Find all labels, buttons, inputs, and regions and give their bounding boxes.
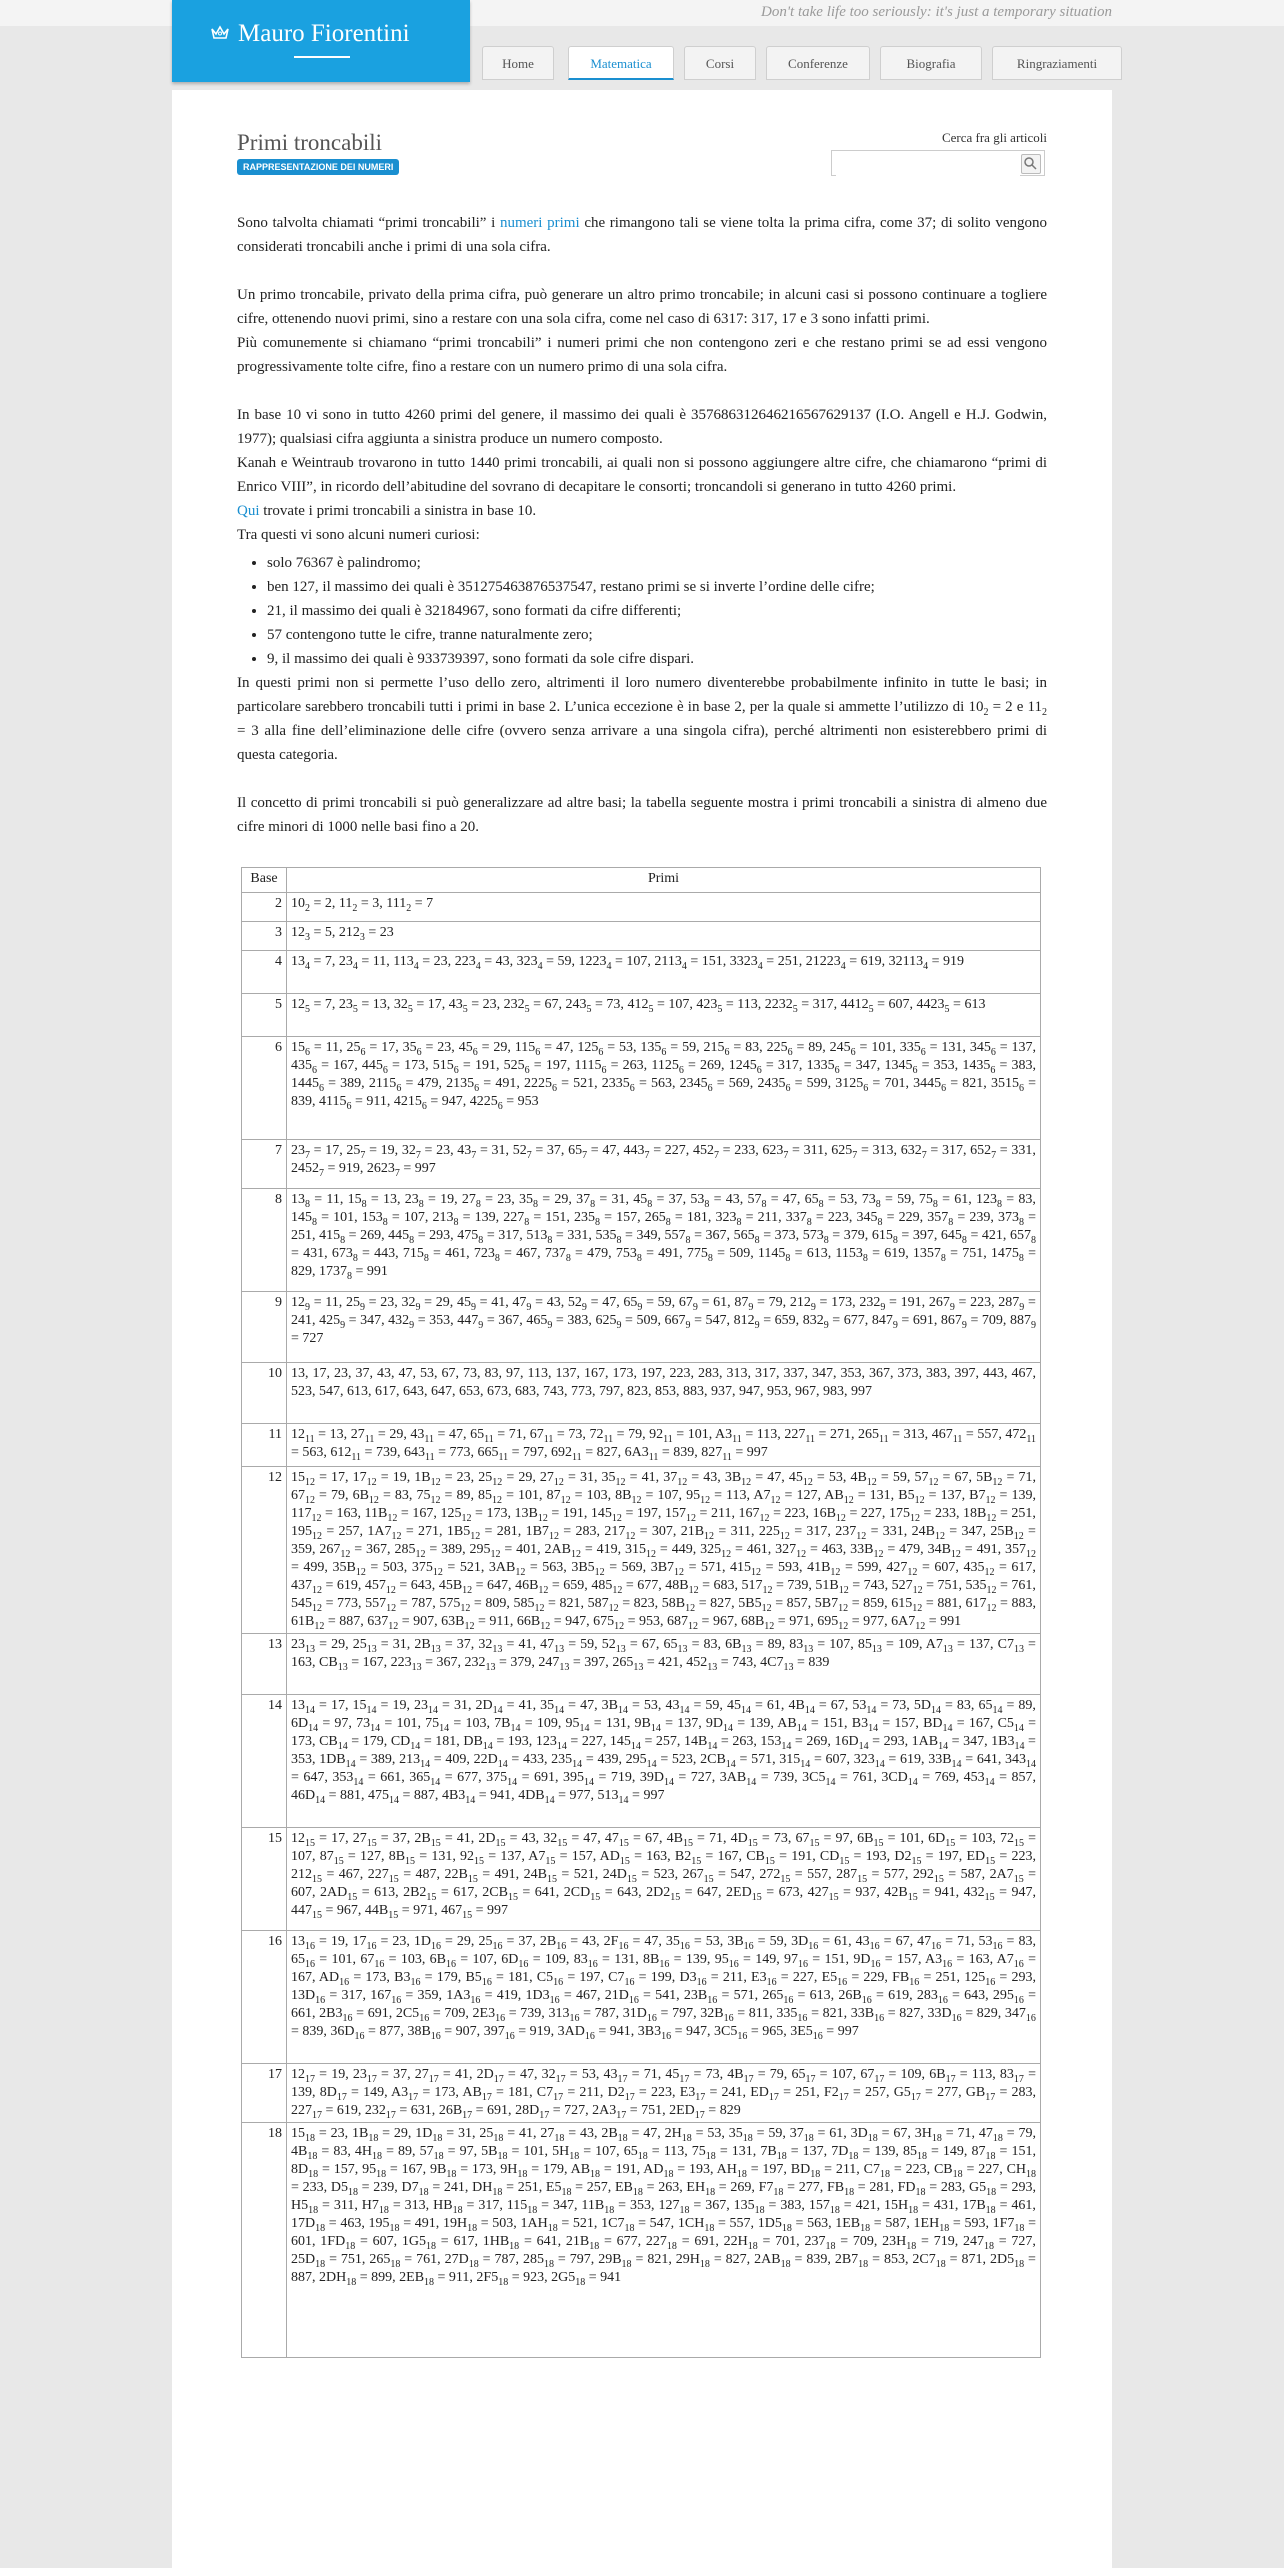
primes-table bbox=[241, 867, 1041, 2358]
table-row bbox=[242, 1363, 1041, 1424]
primes-cell: $15_6 = 11$, $25_6 = 17$, $35_6 = 23$, $45_6 = 29$, $115_6 = 47$, $125_6 = 53$, $135_6 = 59$, $215_6 = 83$, $225_6 = 89$, $245_6 = 101$, $335_6 = 131$, $345_6 = 137$, $435_6 = 167$, $445_6 = 173$, $515_6 = 191$, $525_6 = 197$, $1115_6 = 263$, $1125_6 = 269$, $1245_6 = 317$, $1335_6 = 347$, $1345_6 = 353$, $1435_6 = 383$, $1445_6 = 389$, $2115_6 = 479$, $2135_6 = 491$, $2225_6 = 521$, $2335_6 = 563$, $2345_6 = 569$, $2435_6 = 599$, $3125_6 = 701$, $3445_6 = 821$, $3515_6 = 839$, $4115_6 = 911$, $4215_6 = 947$, $4225_6 = 953$ bbox=[287, 1037, 1041, 1140]
table-row bbox=[242, 1695, 1041, 1828]
table-row bbox=[242, 1828, 1041, 1931]
base-cell: 6 bbox=[242, 1037, 287, 1140]
nav-ringraziamenti[interactable]: Ringraziamenti bbox=[992, 46, 1122, 80]
paragraph: Più comunemente si chiamano “primi troncabili” i numeri primi che non contengono zeri e che restano primi se ad essi vengono progressivamente tolte cifre, fino a restare con un numero primo di una sola cifra. bbox=[237, 335, 1047, 375]
article bbox=[237, 130, 1047, 2358]
paragraph: Un primo troncabile, privato della prima cifra, può generare un altro primo troncabile; in alcuni casi si possono continuare a togliere cifre, ottenendo nuovi primi, sino a restare con una sola cifra, come nel caso di 6317: 317, 17 e 3 sono infatti primi. bbox=[237, 287, 1047, 327]
page-title: Primi troncabili bbox=[237, 130, 383, 155]
table-row bbox=[242, 1424, 1041, 1467]
paragraph: In base 10 vi sono in tutto 4260 primi del genere, il massimo dei quali è 357686312646216567629137 (I.O. Angell e H.J. Godwin, 1977); qualsiasi cifra aggiunta a sinistra produce un numero composto. bbox=[237, 407, 1047, 447]
text: trovate i primi troncabili a sinistra in base 10. bbox=[259, 503, 537, 519]
table-row bbox=[242, 1037, 1041, 1140]
nav-corsi[interactable]: Corsi bbox=[684, 46, 756, 80]
table-row bbox=[242, 2064, 1041, 2123]
search-input[interactable] bbox=[836, 152, 1020, 176]
column-header-base: Base bbox=[242, 868, 287, 893]
base-cell: 2 bbox=[242, 893, 287, 922]
table-row bbox=[242, 1634, 1041, 1695]
search-label: Cerca fra gli articoli bbox=[941, 130, 1047, 145]
text: Sono talvolta chiamati “primi troncabili” i bbox=[237, 215, 500, 231]
text: = 2 e 11 bbox=[988, 699, 1043, 715]
search-box bbox=[831, 150, 1045, 176]
base-cell: 4 bbox=[242, 951, 287, 994]
base-cell: 14 bbox=[242, 1695, 287, 1828]
base-cell: 16 bbox=[242, 1931, 287, 2064]
facts-list bbox=[237, 551, 1047, 671]
base-cell: 18 bbox=[242, 2123, 287, 2358]
table-row bbox=[242, 951, 1041, 994]
nav-matematica[interactable]: Matematica bbox=[568, 46, 674, 80]
subscript: 2 bbox=[1042, 707, 1048, 718]
table-row bbox=[242, 2123, 1041, 2358]
base-cell: 10 bbox=[242, 1363, 287, 1424]
site-name: Mauro Fiorentini bbox=[238, 20, 410, 47]
content-page bbox=[172, 90, 1112, 2568]
paragraph bbox=[237, 211, 1047, 259]
base-cell: 17 bbox=[242, 2064, 287, 2123]
primes-cell: 1217 = 19, 2317 = 37, 2717 = 41, 2D17 = 47, 3217 = 53, 4317 = 71, 4517 = 73, 4B17 = 79, 6517 = 107, 6717 = 109, 6B17 = 113, 8317 = 139, 8D17 = 149, A317 = 173, AB17 = 181, C717 = 211, D217 = 223, E317 = 241, ED17 = 251, F217 = 257, G517 = 277, GB17 = 283, 22717 = 619, 23217 = 631, 26B17 = 691, 28D17 = 727, 2A317 = 751, 2ED17 = 829 bbox=[287, 2064, 1041, 2123]
primes-cell: $13_{14} = 17$, $15_{14} = 19$, $23_{14} = 31$, $2D_{14} = 41$, $35_{14} = 47$, $3B_{14} = 53$, $43_{14} = 59$, $45_{14} = 61$, $4B_{14} = 67$, $53_{14} = 73$, $5D_{14} = 83$, $65_{14} = 89$, $6D_{14} = 97$, $73_{14} = 101$, $75_{14} = 103$, $7B_{14} = 109$, $95_{14} = 131$, $9B_{14} = 137$, $9D_{14} = 139$, $AB_{14} = 151$, $B3_{14} = 157$, $BD_{14} = 167$, $C5_{14} = 173$, $CB_{14} = 179$, $CD_{14} = 181$, $DB_{14} = 193$, $123_{14} = 227$, $145_{14} = 257$, $14B_{14} = 263$, $153_{14} = 269$, $16D_{14} = 293$, $1AB_{14} = 347$, $1B3_{14} = 353$, $1DB_{14} = 389$, $213_{14} = 409$, $22D_{14} = 433$, $235_{14} = 439$, $295_{14} = 523$, $2CB_{14} = 571$, $315_{14} = 607$, $323_{14} = 619$, $33B_{14} = 641$, $343_{14} = 647$, $353_{14} = 661$, $365_{14} = 677$, $375_{14} = 691$, $395_{14} = 719$, $39D_{14} = 727$, $3AB_{14} = 739$, $3C5_{14} = 761$, $3CD_{14} = 769$, $453_{14} = 857$, $46D_{14} = 881$, $475_{14} = 887$, $4B3_{14} = 941$, $4DB_{14} = 977$, $513_{14} = 997$ bbox=[287, 1695, 1041, 1828]
paragraph bbox=[237, 671, 1047, 767]
base-cell: 12 bbox=[242, 1467, 287, 1634]
list-item: • 21, il massimo dei quali è 32184967, sono formati da cifre differenti; bbox=[267, 599, 1047, 623]
base-cell: 9 bbox=[242, 1292, 287, 1363]
primes-cell: $15_{12} = 17$, $17_{12} = 19$, $1B_{12} = 23$, $25_{12} = 29$, $27_{12} = 31$, $35_{12} = 41$, $37_{12} = 43$, $3B_{12} = 47$, $45_{12} = 53$, $4B_{12} = 59$, $57_{12} = 67$, $5B_{12} = 71$, $67_{12} = 79$, $6B_{12} = 83$, $75_{12} = 89$, $85_{12} = 101$, $87_{12} = 103$, $8B_{12} = 107$, $95_{12} = 113$, $A7_{12} = 127$, $AB_{12} = 131$, $B5_{12} = 137$, $B7_{12} = 139$, $117_{12} = 163$, $11B_{12} = 167$, $125_{12} = 173$, $13B_{12} = 191$, $145_{12} = 197$, $157_{12} = 211$, $167_{12} = 223$, $16B_{12} = 227$, $175_{12} = 233$, $18B_{12} = 251$, $195_{12} = 257$, $1A7_{12} = 271$, $1B5_{12} = 281$, $1B7_{12} = 283$, $217_{12} = 307$, $21B_{12} = 311$, $225_{12} = 317$, $237_{12} = 331$, $24B_{12} = 347$, $25B_{12} = 359$, $267_{12} = 367$, $285_{12} = 389$, $295_{12} = 401$, $2AB_{12} = 419$, $315_{12} = 449$, $325_{12} = 461$, $327_{12} = 463$, $33B_{12} = 479$, $34B_{12} = 491$, $357_{12} = 499$, $35B_{12} = 503$, $375_{12} = 521$, $3AB_{12} = 563$, $3B5_{12} = 569$, $3B7_{12} = 571$, $415_{12} = 593$, $41B_{12} = 599$, $427_{12} = 607$, $435_{12} = 617$, $437_{12} = 619$, $457_{12} = 643$, $45B_{12} = 647$, $46B_{12} = 659$, $485_{12} = 677$, $48B_{12} = 683$, $517_{12} = 739$, $51B_{12} = 743$, $527_{12} = 751$, $535_{12} = 761$, $545_{12} = 773$, $557_{12} = 787$, $575_{12} = 809$, $585_{12} = 821$, $587_{12} = 823$, $58B_{12} = 827$, $5B5_{12} = 857$, $5B7_{12} = 859$, $615_{12} = 881$, $617_{12} = 883$, $61B_{12} = 887$, $637_{12} = 907$, $63B_{12} = 911$, $66B_{12} = 947$, $675_{12} = 953$, $687_{12} = 967$, $68B_{12} = 971$, $695_{12} = 977$, $6A7_{12} = 991$ bbox=[287, 1467, 1041, 1634]
text: = 3 alla fine dell’eliminazione delle cifre (ovvero senza arrivare a una singola cifra), perché altrimenti non esisterebbero primi di questa categoria. bbox=[237, 723, 1047, 763]
tagline: Don't take life too seriously: it's just a temporary situation bbox=[761, 4, 1112, 20]
base-cell: 8 bbox=[242, 1189, 287, 1292]
base-cell: 7 bbox=[242, 1140, 287, 1189]
primes-cell: $12_3 = 5$, $212_3 = 23$ bbox=[287, 922, 1041, 951]
primes-cell: $12_5 = 7$, $23_5 = 13$, $32_5 = 17$, $43_5 = 23$, $232_5 = 67$, $243_5 = 73$, $412_5 = 107$, $423_5 = 113$, $2232_5 = 317$, $4412_5 = 607$, $4423_5 = 613$ bbox=[287, 994, 1041, 1037]
table-row bbox=[242, 893, 1041, 922]
primes-cell: $23_{13} = 29$, $25_{13} = 31$, $2B_{13} = 37$, $32_{13} = 41$, $47_{13} = 59$, $52_{13} = 67$, $65_{13} = 83$, $6B_{13} = 89$, $83_{13} = 107$, $85_{13} = 109$, $A7_{13} = 137$, $C7_{13} = 163$, $CB_{13} = 167$, $223_{13} = 367$, $232_{13} = 379$, $247_{13} = 397$, $265_{13} = 421$, $452_{13} = 743$, $4C7_{13} = 839$ bbox=[287, 1634, 1041, 1695]
logo-underline bbox=[294, 56, 350, 58]
list-item: • ben 127, il massimo dei quali è 351275463876537547, restano primi se si inverte l’ordine delle cifre; bbox=[267, 575, 1047, 599]
base-cell: 15 bbox=[242, 1828, 287, 1931]
category-badge[interactable]: RAPPRESENTAZIONE DEI NUMERI bbox=[237, 159, 399, 175]
subscript: 2 bbox=[983, 707, 989, 718]
base-cell: 3 bbox=[242, 922, 287, 951]
list-item: • 57 contengono tutte le cifre, tranne naturalmente zero; bbox=[267, 623, 1047, 647]
list-item: • solo 76367 è palindromo; bbox=[267, 551, 1047, 575]
site-logo[interactable] bbox=[172, 0, 470, 82]
nav-biografia[interactable]: Biografia bbox=[880, 46, 982, 80]
primes-cell: $12_{15} = 17$, $27_{15} = 37$, $2B_{15} = 41$, $2D_{15} = 43$, $32_{15} = 47$, $47_{15} = 67$, $4B_{15} = 71$, $4D_{15} = 73$, $67_{15} = 97$, $6B_{15} = 101$, $6D_{15} = 103$, $72_{15} = 107$, $87_{15} = 127$, $8B_{15} = 131$, $92_{15} = 137$, $A7_{15} = 157$, $AD_{15} = 163$, $B2_{15} = 167$, $CB_{15} = 191$, $CD_{15} = 193$, $D2_{15} = 197$, $ED_{15} = 223$, $212_{15} = 467$, $227_{15} = 487$, $22B_{15} = 491$, $24B_{15} = 521$, $24D_{15} = 523$, $267_{15} = 547$, $272_{15} = 557$, $287_{15} = 577$, $292_{15} = 587$, $2A7_{15} = 607$, $2AD_{15} = 613$, $2B2_{15} = 617$, $2CB_{15} = 641$, $2CD_{15} = 643$, $2D2_{15} = 647$, $2ED_{15} = 673$, $427_{15} = 937$, $42B_{15} = 941$, $432_{15} = 947$, $447_{15} = 967$, $44B_{15} = 971$, $467_{15} = 997$ bbox=[287, 1828, 1041, 1931]
text: che rimangono tali se viene tolta la prima cifra, come 37; di solito vengono considerati troncabili anche i primi di una sola cifra. bbox=[237, 215, 1047, 255]
table-row bbox=[242, 922, 1041, 951]
table-row bbox=[242, 1931, 1041, 2064]
primes-cell: $12_{11} = 13$, $27_{11} = 29$, $43_{11} = 47$, $65_{11} = 71$, $67_{11} = 73$, $72_{11} = 79$, $92_{11} = 101$, $A3_{11} = 113$, $227_{11} = 271$, $265_{11} = 313$, $467_{11} = 557$, $472_{11} = 563$, $612_{11} = 739$, $643_{11} = 773$, $665_{11} = 797$, $692_{11} = 827$, $6A3_{11} = 839$, $827_{11} = 997$ bbox=[287, 1424, 1041, 1467]
primes-cell: 13, 17, 23, 37, 43, 47, 53, 67, 73, 83, 97, 113, 137, 167, 173, 197, 223, 283, 313, 317, 337, 347, 353, 367, 373, 383, 397, 443, 467, 523, 547, 613, 617, 643, 647, 653, 673, 683, 743, 773, 797, 823, 853, 883, 937, 947, 953, 967, 983, 997 bbox=[287, 1363, 1041, 1424]
table-row bbox=[242, 1140, 1041, 1189]
article-body bbox=[237, 211, 1047, 839]
table-row bbox=[242, 1189, 1041, 1292]
list-item: • 9, il massimo dei quali è 933739397, sono formati da sole cifre dispari. bbox=[267, 647, 1047, 671]
text: In questi primi non si permette l’uso dello zero, altrimenti il loro numero diventerebbe probabilmente infinito in tutte le basi; in particolare sarebbero troncabili tutti i primi in base 2. L’unica eccezione è in base 2, per la quale si ammette l’utilizzo di 10 bbox=[237, 675, 1047, 715]
base-cell: 11 bbox=[242, 1424, 287, 1467]
paragraph: Kanah e Weintraub trovarono in tutto 1440 primi troncabili, ai quali non si possono aggiungere altre cifre, che chiamarono “primi di Enrico VIII”, in ricordo dell’abitudine del sovrano di decapitare le consorti; troncandoli si generano in tutto 4260 primi. bbox=[237, 455, 1047, 495]
table-row bbox=[242, 1467, 1041, 1634]
base-cell: 13 bbox=[242, 1634, 287, 1695]
primes-cell: $12_9 = 11$, $25_9 = 23$, $32_9 = 29$, $45_9 = 41$, $47_9 = 43$, $52_9 = 47$, $65_9 = 59$, $67_9 = 61$, $87_9 = 79$, $212_9 = 173$, $232_9 = 191$, $267_9 = 223$, $287_9 = 241$, $425_9 = 347$, $432_9 = 353$, $447_9 = 367$, $465_9 = 383$, $625_9 = 509$, $667_9 = 547$, $812_9 = 659$, $832_9 = 677$, $847_9 = 691$, $867_9 = 709$, $887_9 = 727$ bbox=[287, 1292, 1041, 1363]
primes-cell: 1518 = 23, 1B18 = 29, 1D18 = 31, 2518 = 41, 2718 = 43, 2B18 = 47, 2H18 = 53, 3518 = 59, 3718 = 61, 3D18 = 67, 3H18 = 71, 4718 = 79, 4B18 = 83, 4H18 = 89, 5718 = 97, 5B18 = 101, 5H18 = 107, 6518 = 113, 7518 = 131, 7B18 = 137, 7D18 = 139, 8518 = 149, 8718 = 151, 8D18 = 157, 9518 = 167, 9B18 = 173, 9H18 = 179, AB18 = 191, AD18 = 193, AH18 = 197, BD18 = 211, C718 = 223, CB18 = 227, CH18 = 233, D518 = 239, D718 = 241, DH18 = 251, E518 = 257, EB18 = 263, EH18 = 269, F718 = 277, FB18 = 281, FD18 = 283, G518 = 293, H518 = 311, H718 = 313, HB18 = 317, 11518 = 347, 11B18 = 353, 12718 = 367, 13518 = 383, 15718 = 421, 15H18 = 431, 17B18 = 461, 17D18 = 463, 19518 = 491, 19H18 = 503, 1AH18 = 521, 1C718 = 547, 1CH18 = 557, 1D518 = 563, 1EB18 = 587, 1EH18 = 593, 1F718 = 601, 1FD18 = 607, 1G518 = 617, 1HB18 = 641, 21B18 = 677, 22718 = 691, 22H18 = 701, 23718 = 709, 23H18 = 719, 24718 = 727, 25D18 = 751, 26518 = 761, 27D18 = 787, 28518 = 797, 29B18 = 821, 29H18 = 827, 2AB18 = 839, 2B718 = 853, 2C718 = 871, 2D518 = 887, 2DH18 = 899, 2EB18 = 911, 2F518 = 923, 2G518 = 941 bbox=[287, 2123, 1041, 2358]
primes-cell: $23_7 = 17$, $25_7 = 19$, $32_7 = 23$, $43_7 = 31$, $52_7 = 37$, $65_7 = 47$, $443_7 = 227$, $452_7 = 233$, $623_7 = 311$, $625_7 = 313$, $632_7 = 317$, $652_7 = 331$, $2452_7 = 919$, $2623_7 = 997$ bbox=[287, 1140, 1041, 1189]
nav-home[interactable]: Home bbox=[482, 46, 554, 80]
nav-conferenze[interactable]: Conferenze bbox=[766, 46, 870, 80]
primes-cell: $10_2 = 2$, $11_2 = 3$, $111_2 = 7$ bbox=[287, 893, 1041, 922]
search-area bbox=[831, 130, 1047, 176]
base-cell: 5 bbox=[242, 994, 287, 1037]
qui-link[interactable]: Qui bbox=[237, 503, 260, 519]
primes-cell: $13_8 = 11$, $15_8 = 13$, $23_8 = 19$, $27_8 = 23$, $35_8 = 29$, $37_8 = 31$, $45_8 = 37$, $53_8 = 43$, $57_8 = 47$, $65_8 = 53$, $73_8 = 59$, $75_8 = 61$, $123_8 = 83$, $145_8 = 101$, $153_8 = 107$, $213_8 = 139$, $227_8 = 151$, $235_8 = 157$, $265_8 = 181$, $323_8 = 211$, $337_8 = 223$, $345_8 = 229$, $357_8 = 239$, $373_8 = 251$, $415_8 = 269$, $445_8 = 293$, $475_8 = 317$, $513_8 = 331$, $535_8 = 349$, $557_8 = 367$, $565_8 = 373$, $573_8 = 379$, $615_8 = 397$, $645_8 = 421$, $657_8 = 431$, $673_8 = 443$, $715_8 = 461$, $723_8 = 467$, $737_8 = 479$, $753_8 = 491$, $775_8 = 509$, $1145_8 = 613$, $1153_8 = 619$, $1357_8 = 751$, $1475_8 = 829$, $1737_8 = 991$ bbox=[287, 1189, 1041, 1292]
column-header-primes: Primi bbox=[287, 868, 1041, 893]
primes-cell: 1316 = 19, 1716 = 23, 1D16 = 29, 2516 = 37, 2B16 = 43, 2F16 = 47, 3516 = 53, 3B16 = 59, 3D16 = 61, 4316 = 67, 4716 = 71, 5316 = 83, 6516 = 101, 6716 = 103, 6B16 = 107, 6D16 = 109, 8316 = 131, 8B16 = 139, 9516 = 149, 9716 = 151, 9D16 = 157, A316 = 163, A716 = 167, AD16 = 173, B316 = 179, B516 = 181, C516 = 197, C716 = 199, D316 = 211, E316 = 227, E516 = 229, FB16 = 251, 12516 = 293, 13D16 = 317, 16716 = 359, 1A316 = 419, 1D316 = 467, 21D16 = 541, 23B16 = 571, 26516 = 613, 26B16 = 619, 28316 = 643, 29516 = 661, 2B316 = 691, 2C516 = 709, 2E316 = 739, 31316 = 787, 31D16 = 797, 32B16 = 811, 33516 = 821, 33B16 = 827, 33D16 = 829, 34716 = 839, 36D16 = 877, 38B16 = 907, 39716 = 919, 3AD16 = 941, 3B316 = 947, 3C516 = 965, 3E516 = 997 bbox=[287, 1931, 1041, 2064]
paragraph: Il concetto di primi troncabili si può generalizzare ad altre basi; la tabella seguente mostra i primi troncabili a sinistra di almeno due cifre minori di 1000 nelle basi fino a 20. bbox=[237, 795, 1047, 835]
paragraph bbox=[237, 499, 1047, 523]
numeri-primi-link[interactable]: numeri primi bbox=[499, 215, 580, 231]
primes-cell: $13_4 = 7$, $23_4 = 11$, $113_4 = 23$, $223_4 = 43$, $323_4 = 59$, $1223_4 = 107$, $2113_4 = 151$, $3323_4 = 251$, $21223_4 = 619$, $32113_4 = 919$ bbox=[287, 951, 1041, 994]
paragraph: Tra questi vi sono alcuni numeri curiosi: bbox=[237, 527, 480, 543]
search-button[interactable] bbox=[1021, 154, 1041, 174]
table-row bbox=[242, 994, 1041, 1037]
search-icon bbox=[1022, 155, 1038, 171]
table-header-row bbox=[242, 868, 1041, 893]
table-row bbox=[242, 1292, 1041, 1363]
crown-icon bbox=[210, 24, 230, 42]
